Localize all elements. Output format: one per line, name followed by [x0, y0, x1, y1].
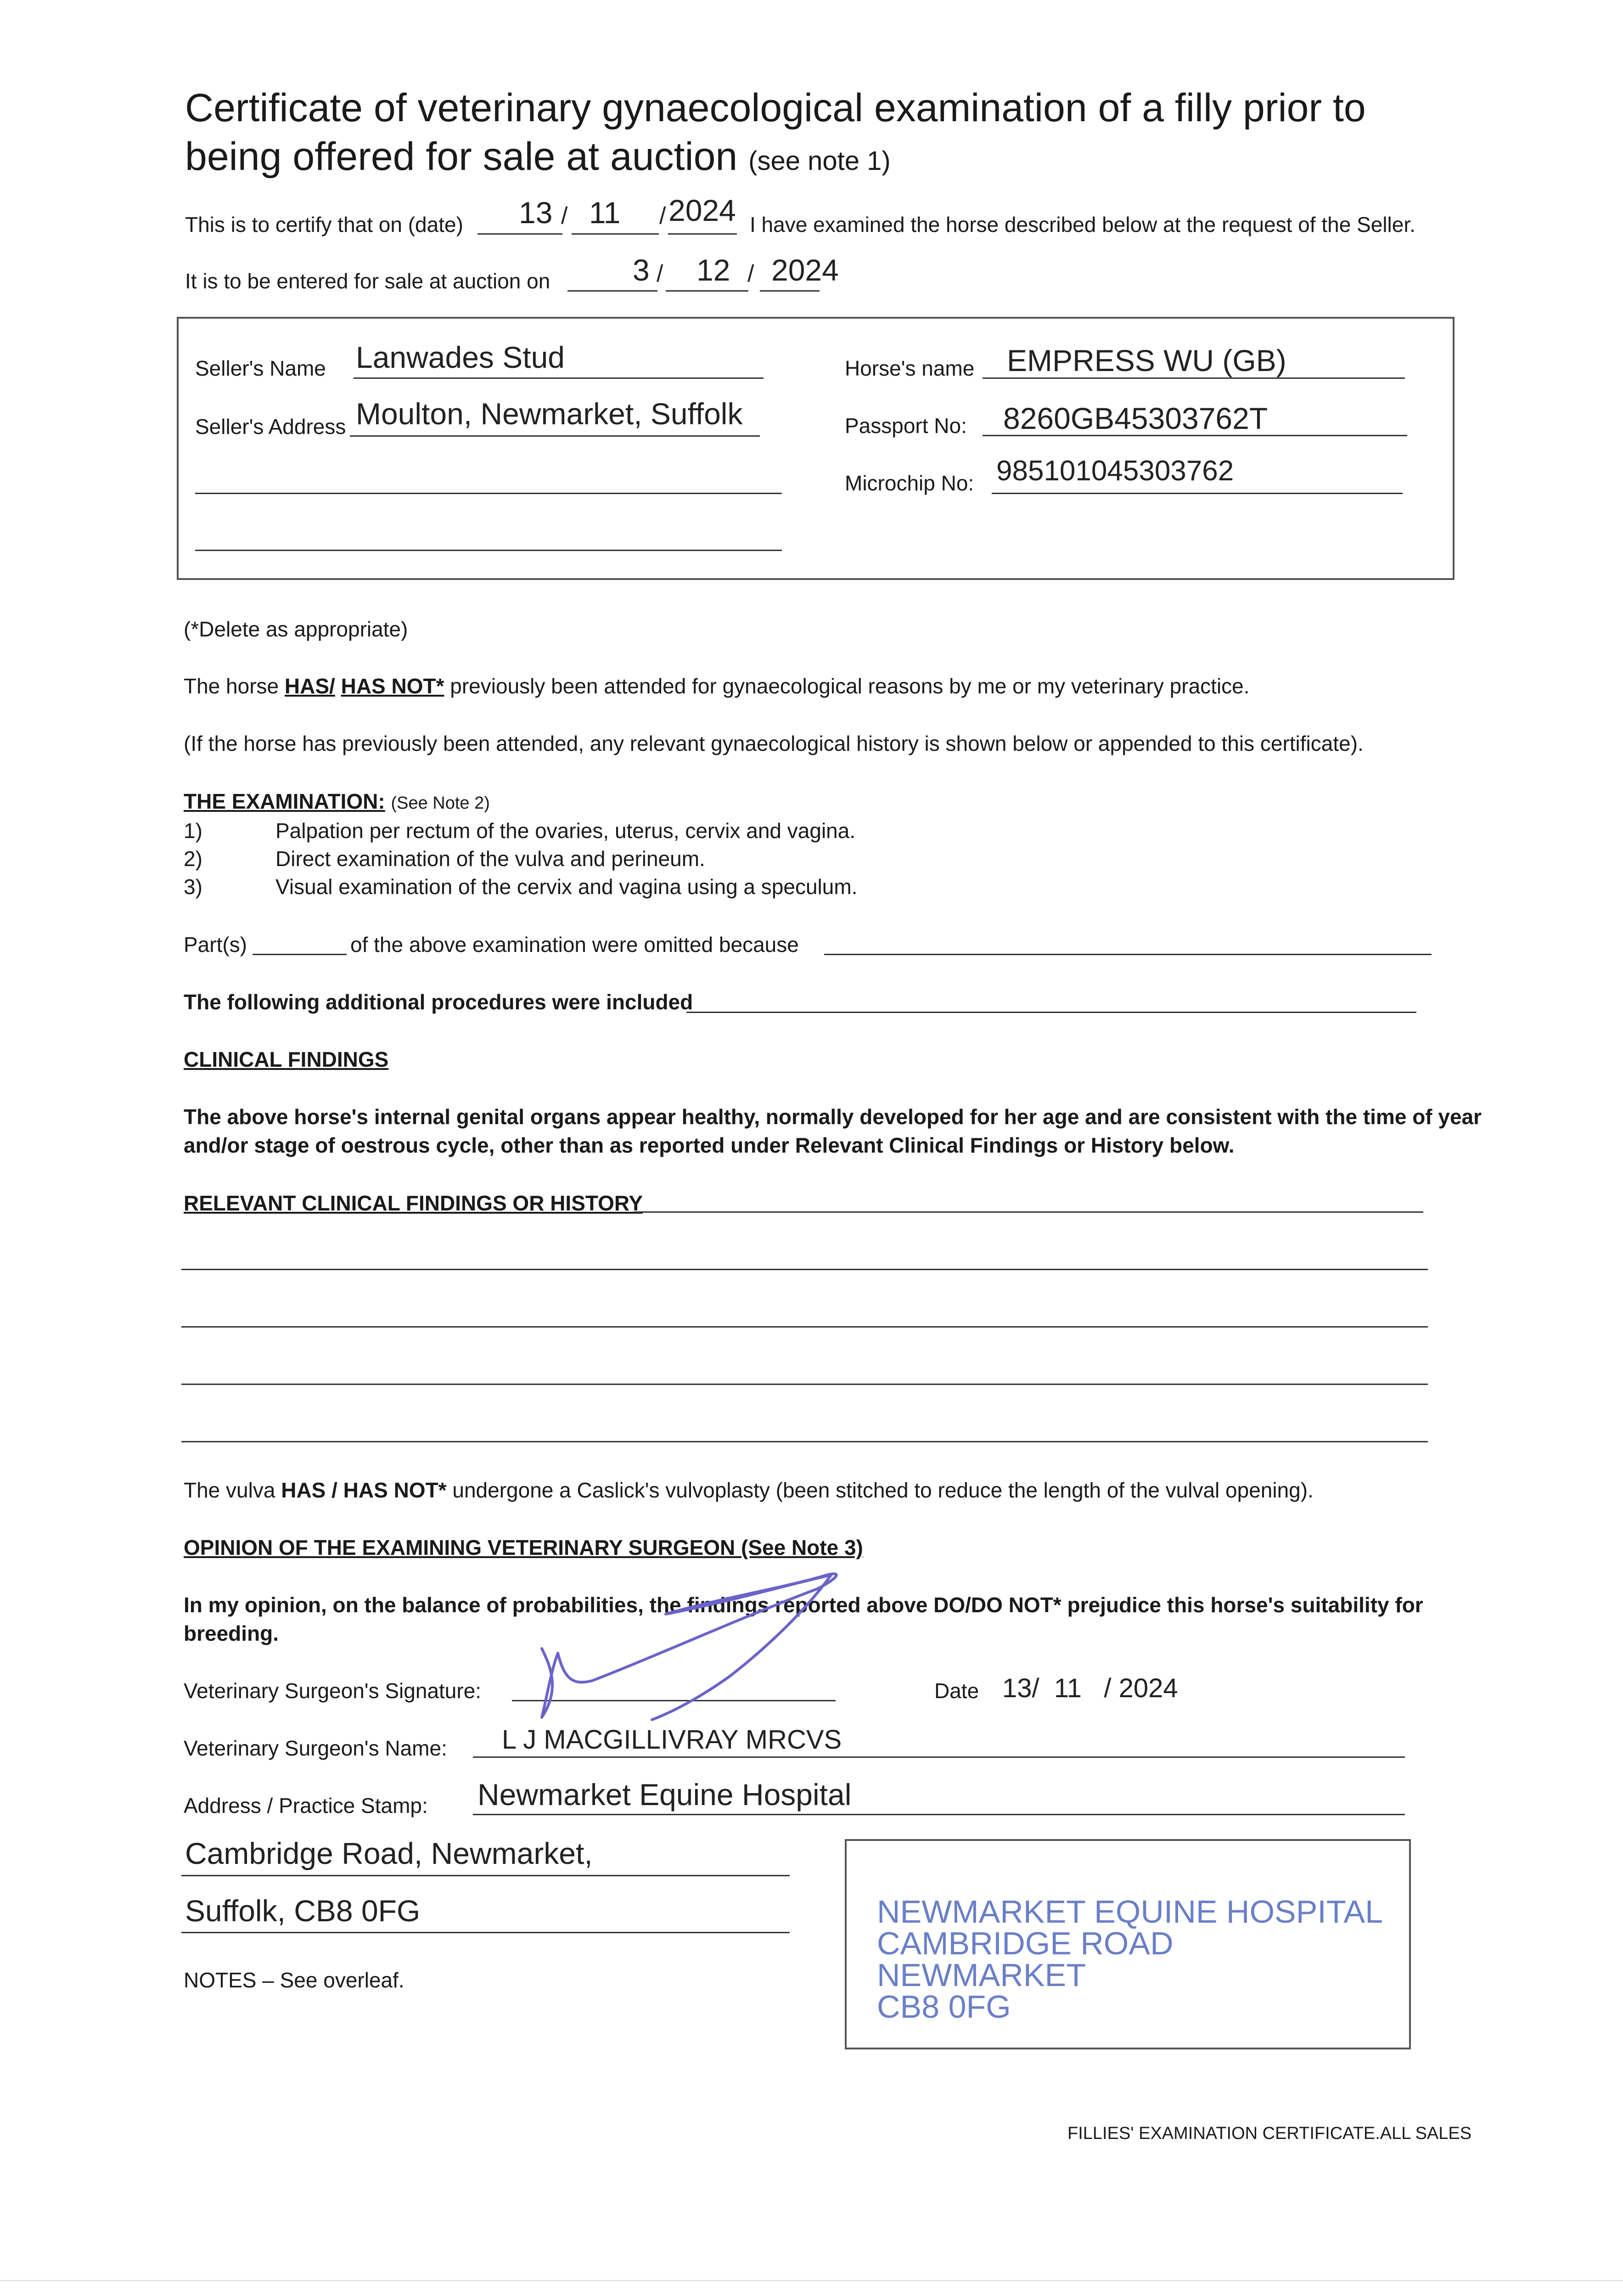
seller-address-label: Seller's Address	[195, 415, 346, 439]
surgeon-name-line	[473, 1756, 1405, 1758]
relevant-line-3	[181, 1326, 1428, 1328]
auction-year[interactable]: 2024	[771, 253, 839, 287]
clinical-text-line-2: and/or stage of oestrous cycle, other than as reported under Relevant Clinical Findings or History below.	[184, 1133, 1235, 1157]
examination-heading	[184, 789, 490, 814]
auction-month-line	[666, 290, 748, 292]
examination-item	[184, 818, 855, 843]
auction-month[interactable]: 12	[696, 253, 730, 287]
certify-day[interactable]: 13	[519, 196, 553, 230]
seller-address-value[interactable]: Moulton, Newmarket, Suffolk	[356, 397, 743, 431]
stamp-label: Address / Practice Stamp:	[184, 1794, 428, 1818]
stamp-line-4: CB8 0FG	[877, 1989, 1011, 2025]
opinion-line-2: breeding.	[184, 1621, 279, 1645]
date-value[interactable]: 13/ 11 / 2024	[1002, 1673, 1178, 1703]
certify-prefix: This is to certify that on (date)	[185, 213, 463, 236]
relevant-line-1	[634, 1211, 1423, 1213]
omitted-parts-line	[253, 954, 347, 955]
address-line-2[interactable]: Suffolk, CB8 0FG	[185, 1894, 421, 1928]
opinion-line-1-a: In my opinion, on the balance of probabilities, the findings reported above	[184, 1593, 928, 1617]
certify-month-line	[572, 233, 659, 235]
clinical-heading: CLINICAL FINDINGS	[184, 1047, 389, 1071]
auction-day-line	[567, 290, 657, 292]
omitted-prefix: Part(s)	[184, 933, 247, 957]
examination-item-text: Direct examination of the vulva and perineum.	[275, 847, 705, 871]
address-underline-1	[181, 1875, 790, 1876]
signature-label: Veterinary Surgeon's Signature:	[184, 1679, 482, 1703]
microchip-label: Microchip No:	[845, 471, 974, 495]
passport-value[interactable]: 8260GB45303762T	[1003, 401, 1268, 435]
opinion-line-1-b: /DO NOT* prejudice this horse's suitability for	[965, 1593, 1423, 1617]
vulva-sentence	[184, 1478, 1314, 1503]
title-note: (see note 1)	[748, 146, 891, 176]
clinical-text-line-1: The above horse's internal genital organs appear healthy, normally developed for her age and are consistent with the time of year	[184, 1105, 1482, 1129]
delete-note: (*Delete as appropriate)	[184, 617, 408, 641]
scan-edge	[0, 2280, 1623, 2281]
examination-note: (See Note 2)	[391, 793, 490, 813]
address-line-1[interactable]: Cambridge Road, Newmarket,	[185, 1836, 593, 1870]
seller-name-label: Seller's Name	[195, 356, 326, 380]
auction-day[interactable]: 3	[633, 253, 650, 287]
microchip-line	[992, 493, 1403, 494]
horse-name-label: Horse's name	[845, 356, 975, 380]
certificate-title	[185, 84, 1366, 186]
auction-prefix: It is to be entered for sale at auction on	[185, 269, 550, 293]
examination-item	[184, 846, 705, 871]
auction-sep-2: /	[747, 260, 754, 287]
omitted-reason-line	[824, 954, 1432, 955]
attended-option: HAS NOT*	[341, 674, 444, 698]
certify-year[interactable]: 2024	[668, 193, 736, 227]
certify-sep-2: /	[659, 203, 666, 229]
opinion-heading: OPINION OF THE EXAMINING VETERINARY SURGEON (See Note 3)	[184, 1536, 863, 1559]
vulva-prefix: The vulva	[184, 1478, 275, 1502]
seller-name-line	[354, 377, 764, 379]
additional-label: The following additional procedures were included	[184, 990, 693, 1014]
attended-prefix: The horse	[184, 674, 279, 698]
history-note: (If the horse has previously been attended, any relevant gynaecological history is shown below or appended to this certificate).	[184, 732, 1364, 755]
examination-item	[184, 874, 857, 899]
passport-line	[983, 435, 1407, 436]
attended-suffix: previously been attended for gynaecological reasons by me or my veterinary practice.	[450, 674, 1250, 698]
examination-heading-text: THE EXAMINATION:	[184, 789, 385, 813]
stamp-line-2: CAMBRIDGE ROAD	[877, 1925, 1174, 1961]
relevant-line-2	[181, 1269, 1428, 1270]
horse-name-value[interactable]: EMPRESS WU (GB)	[1007, 343, 1286, 377]
surgeon-name-value[interactable]: L J MACGILLIVRAY MRCVS	[502, 1725, 842, 1755]
signature-scribble	[514, 1561, 859, 1727]
attended-struck: HAS/	[284, 674, 335, 698]
footer: FILLIES' EXAMINATION CERTIFICATE.ALL SALES	[1067, 2124, 1472, 2143]
vulva-suffix: undergone a Caslick's vulvoplasty (been stitched to reduce the length of the vulval opening).	[452, 1478, 1314, 1502]
examination-item-text: Palpation per rectum of the ovaries, uterus, cervix and vagina.	[275, 819, 856, 843]
seller-address-line	[350, 435, 760, 437]
horse-name-line	[983, 377, 1405, 379]
practice-line	[473, 1814, 1405, 1815]
additional-line	[686, 1012, 1416, 1013]
auction-year-line	[760, 290, 820, 292]
omitted-middle: of the above examination were omitted because	[350, 933, 799, 957]
opinion-struck: DO	[933, 1593, 966, 1617]
relevant-line-5	[181, 1441, 1428, 1442]
attended-sentence	[184, 674, 1250, 698]
microchip-value[interactable]: 985101045303762	[996, 455, 1234, 487]
certify-sep-1: /	[561, 203, 568, 229]
relevant-line-4	[181, 1384, 1428, 1385]
title-line-2	[185, 132, 1366, 186]
passport-label: Passport No:	[845, 414, 967, 438]
vulva-struck: HAS	[281, 1478, 326, 1502]
examination-item-num: 1)	[184, 819, 202, 843]
examination-item-num: 3)	[184, 875, 202, 899]
certify-day-line	[477, 233, 562, 235]
relevant-heading: RELEVANT CLINICAL FINDINGS OR HISTORY	[184, 1191, 643, 1215]
seller-address-line-3	[195, 550, 782, 551]
examination-item-text: Visual examination of the cervix and vagina using a speculum.	[275, 875, 858, 899]
surgeon-name-label: Veterinary Surgeon's Name:	[184, 1736, 447, 1760]
practice-name[interactable]: Newmarket Equine Hospital	[477, 1778, 852, 1812]
seller-address-line-2	[195, 493, 782, 494]
title-line-1: Certificate of veterinary gynaecological examination of a filly prior to	[185, 86, 1366, 130]
stamp-line-3: NEWMARKET	[877, 1957, 1086, 1993]
stamp-line-1: NEWMARKET EQUINE HOSPITAL	[877, 1894, 1383, 1930]
certify-year-line	[668, 233, 737, 235]
title-line-2-text: being offered for sale at auction	[185, 135, 738, 179]
address-underline-2	[181, 1932, 790, 1933]
examination-item-num: 2)	[184, 847, 202, 871]
notes: NOTES – See overleaf.	[184, 1968, 404, 1992]
auction-sep-1: /	[657, 260, 663, 287]
certify-month[interactable]: 11	[589, 196, 621, 230]
date-label: Date	[934, 1679, 979, 1703]
certify-suffix: I have examined the horse described below at the request of the Seller.	[750, 213, 1415, 236]
vulva-option: / HAS NOT*	[331, 1478, 447, 1502]
seller-name-value[interactable]: Lanwades Stud	[356, 340, 565, 374]
